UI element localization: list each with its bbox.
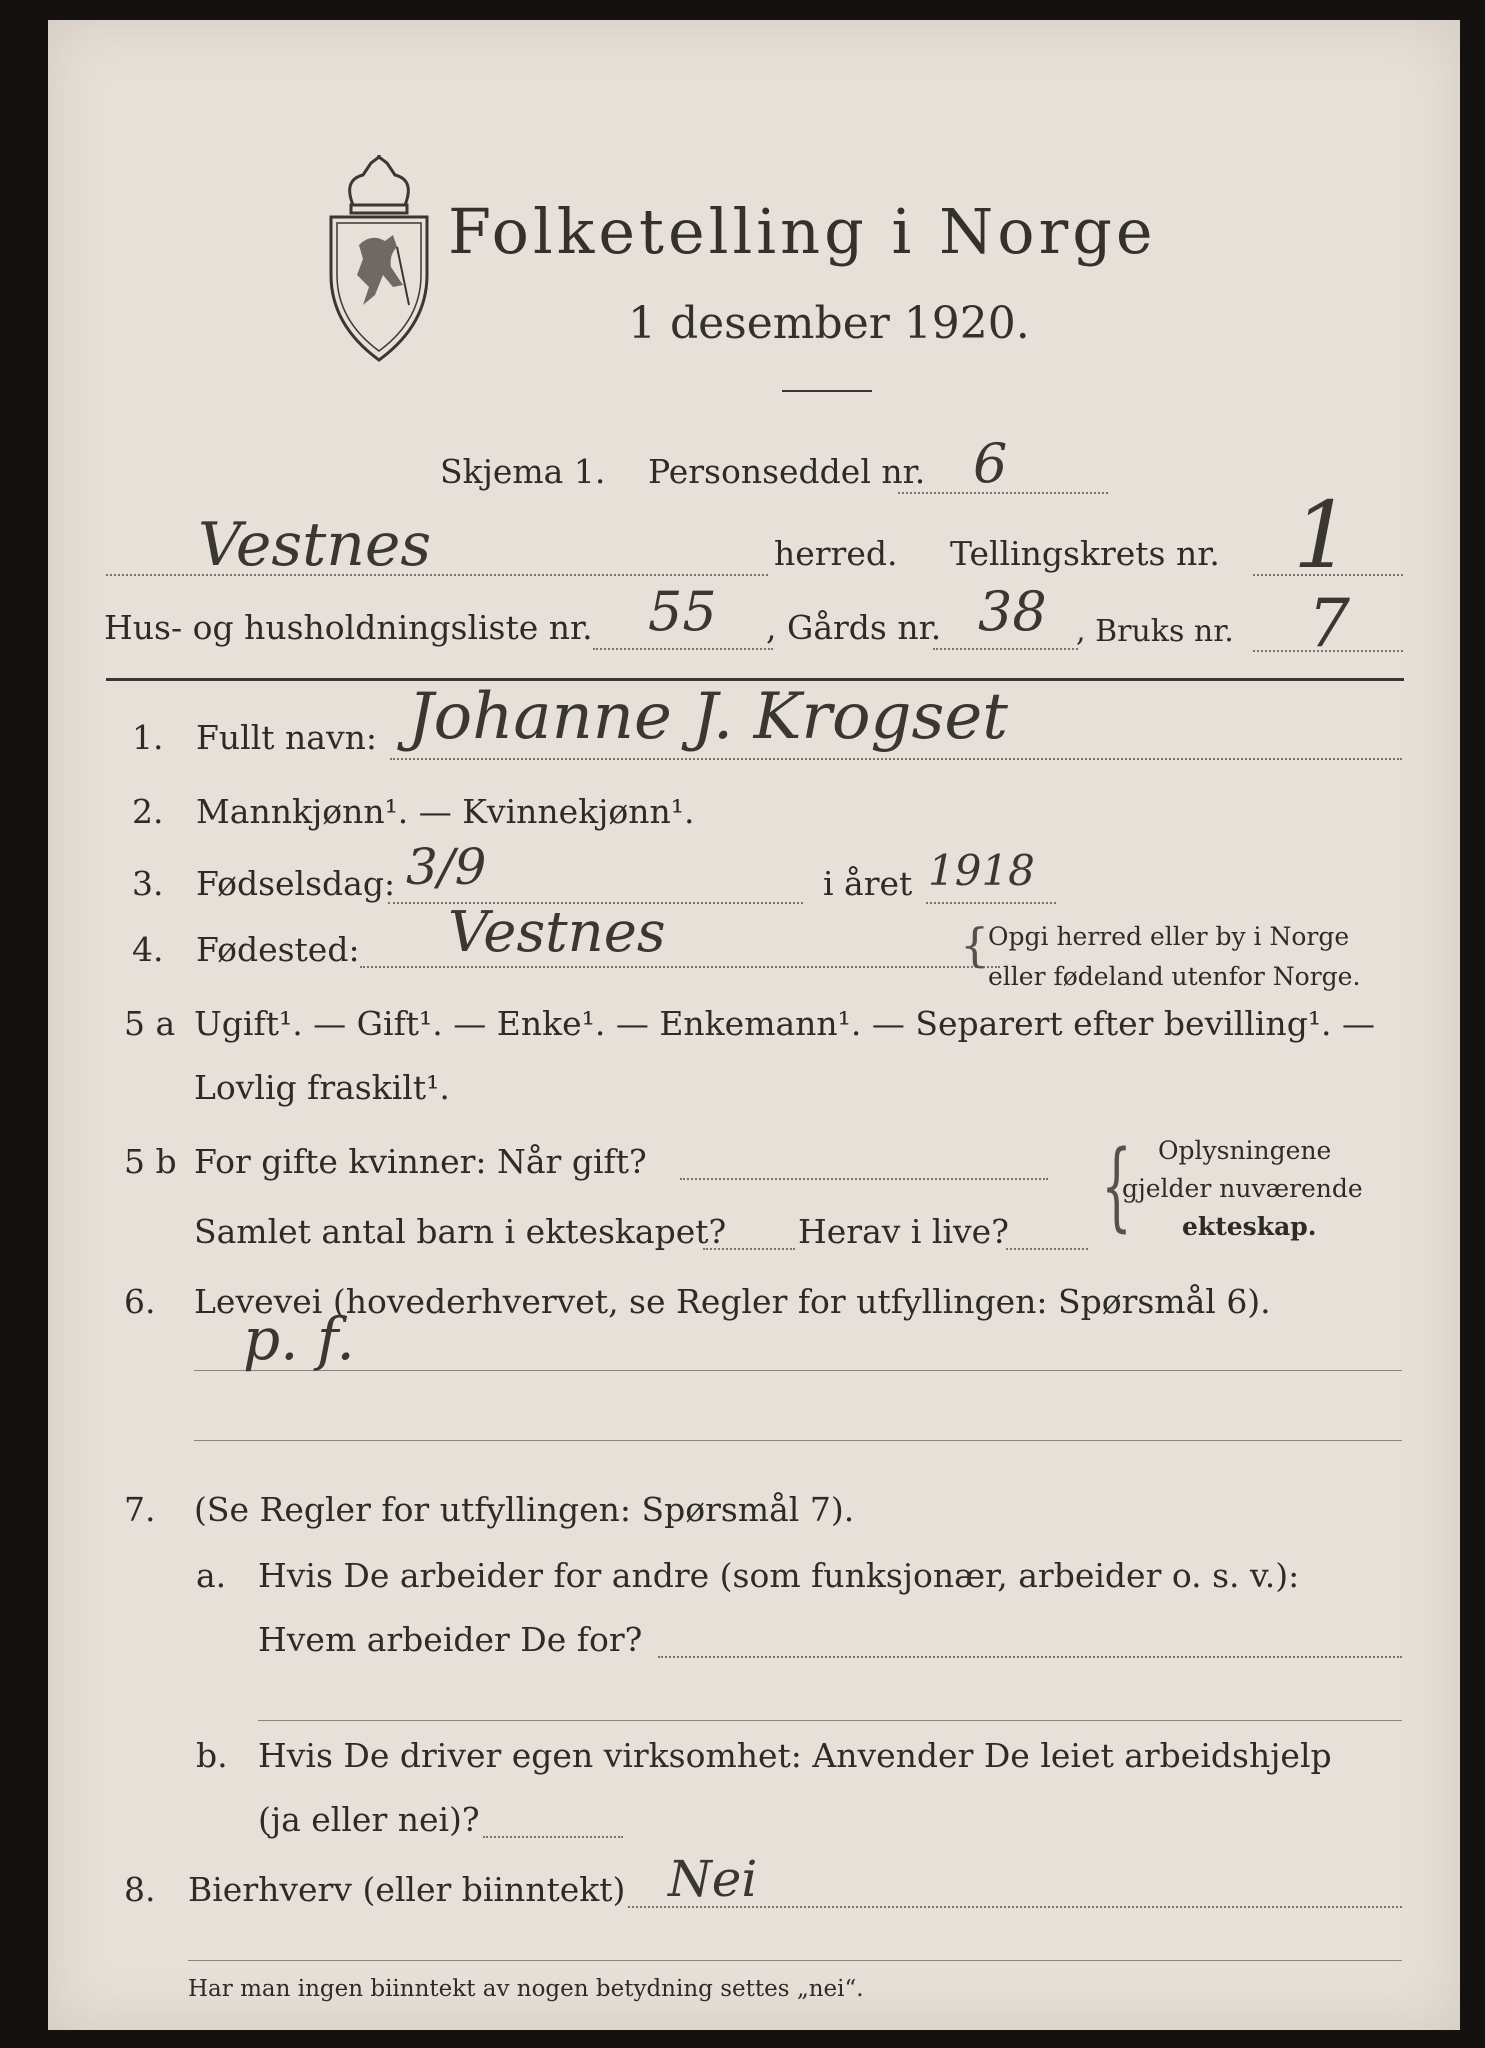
q5b-number: 5 b: [124, 1142, 177, 1181]
q7a-line2: Hvem arbeider De for?: [258, 1620, 643, 1659]
q5b-brace: {: [1101, 1130, 1132, 1242]
q2-number: 2.: [132, 792, 164, 831]
q1-number: 1.: [132, 718, 164, 757]
gards-value[interactable]: 38: [978, 580, 1047, 643]
footer-note: Har man ingen biinntekt av nogen betydning settes „nei“.: [188, 1976, 864, 2002]
full-name-value[interactable]: Johanne J. Krogset: [408, 680, 1008, 754]
q4-label: Fødested:: [196, 930, 360, 969]
occupation-line2: [194, 1440, 1402, 1441]
personseddel-value[interactable]: 6: [973, 432, 1008, 495]
q8-label: Bierhverv (eller biinntekt): [188, 1870, 626, 1909]
bruks-label: , Bruks nr.: [1076, 614, 1234, 649]
marital-status-options-cont[interactable]: Lovlig fraskilt¹.: [194, 1068, 450, 1107]
birth-year-value[interactable]: 1918: [928, 846, 1035, 895]
form-title: Folketelling i Norge: [448, 195, 1157, 268]
q1-line: [390, 758, 1402, 760]
marital-status-options[interactable]: Ugift¹. — Gift¹. — Enke¹. — Enkemann¹. — Separert efter bevilling¹. —: [194, 1004, 1376, 1043]
q7a-letter: a.: [196, 1556, 227, 1595]
side-income-value[interactable]: Nei: [668, 1850, 758, 1908]
bruks-value[interactable]: 7: [1308, 585, 1350, 662]
side-income-line2: [188, 1960, 1402, 1961]
gards-line: [933, 648, 1078, 650]
q5b-note-line1: Oplysningene: [1158, 1136, 1332, 1165]
q7b-line2: (ja eller nei)?: [258, 1800, 480, 1839]
q3-label: Fødselsdag:: [196, 864, 396, 903]
tellingskrets-label: Tellingskrets nr.: [950, 534, 1220, 573]
employer-line2: [258, 1720, 1402, 1721]
q6-number: 6.: [124, 1282, 156, 1321]
children-alive-line: [1006, 1248, 1088, 1250]
q5b-note-line2: gjelder nuværende: [1122, 1174, 1363, 1203]
herred-value[interactable]: Vestnes: [198, 510, 432, 580]
tellingskrets-value[interactable]: 1: [1293, 482, 1352, 589]
married-when-line: [680, 1178, 1048, 1180]
q8-number: 8.: [124, 1870, 156, 1909]
q7a-line1: Hvis De arbeider for andre (som funksjonær, arbeider o. s. v.):: [258, 1556, 1300, 1595]
q5b-children-label: Samlet antal barn i ekteskapet?: [194, 1212, 727, 1251]
occupation-value[interactable]: p. f.: [243, 1305, 355, 1373]
census-date: 1 desember 1920.: [628, 298, 1030, 349]
gards-label: , Gårds nr.: [766, 608, 942, 647]
birth-year-label: i året: [823, 864, 913, 903]
q7-number: 7.: [124, 1490, 156, 1529]
personseddel-label: Personseddel nr.: [648, 452, 926, 491]
q4-number: 4.: [132, 930, 164, 969]
hus-label: Hus- og husholdningsliste nr.: [104, 608, 593, 647]
q7b-letter: b.: [196, 1736, 228, 1775]
q5b-alive-label: Herav i live?: [798, 1212, 1009, 1251]
q7-label: (Se Regler for utfyllingen: Spørsmål 7).: [194, 1490, 855, 1529]
title-divider: [782, 390, 872, 392]
birthday-value[interactable]: 3/9: [406, 838, 487, 896]
norwegian-coat-of-arms-icon: [323, 155, 435, 365]
hired-help-line: [483, 1836, 623, 1838]
birthplace-value[interactable]: Vestnes: [448, 900, 666, 965]
q6-label: Levevei (hovederhvervet, se Regler for utfyllingen: Spørsmål 6).: [194, 1282, 1271, 1321]
q4-note-line2: eller fødeland utenfor Norge.: [988, 962, 1361, 991]
occupation-line1: [194, 1370, 1402, 1371]
skjema-label: Skjema 1.: [440, 452, 606, 491]
hus-value[interactable]: 55: [648, 580, 717, 643]
children-count-line: [703, 1248, 795, 1250]
q5a-number: 5 a: [124, 1004, 176, 1043]
employer-line1: [658, 1656, 1402, 1658]
hus-line: [593, 648, 773, 650]
q7b-line1: Hvis De driver egen virksomhet: Anvender De leiet arbeidshjelp: [258, 1736, 1332, 1775]
q4-brace: {: [960, 918, 990, 972]
q5b-note-line3: ekteskap.: [1182, 1212, 1317, 1241]
q4-note-line1: Opgi herred eller by i Norge: [988, 922, 1350, 951]
gender-options[interactable]: Mannkjønn¹. — Kvinnekjønn¹.: [196, 792, 695, 831]
census-form-sheet: [48, 20, 1460, 2030]
q1-label: Fullt navn:: [196, 718, 377, 757]
q3-number: 3.: [132, 864, 164, 903]
birth-year-line: [926, 902, 1056, 904]
q5b-married-label: For gifte kvinner: Når gift?: [194, 1142, 647, 1181]
birthplace-line: [360, 966, 1000, 968]
herred-label: herred.: [774, 534, 898, 573]
